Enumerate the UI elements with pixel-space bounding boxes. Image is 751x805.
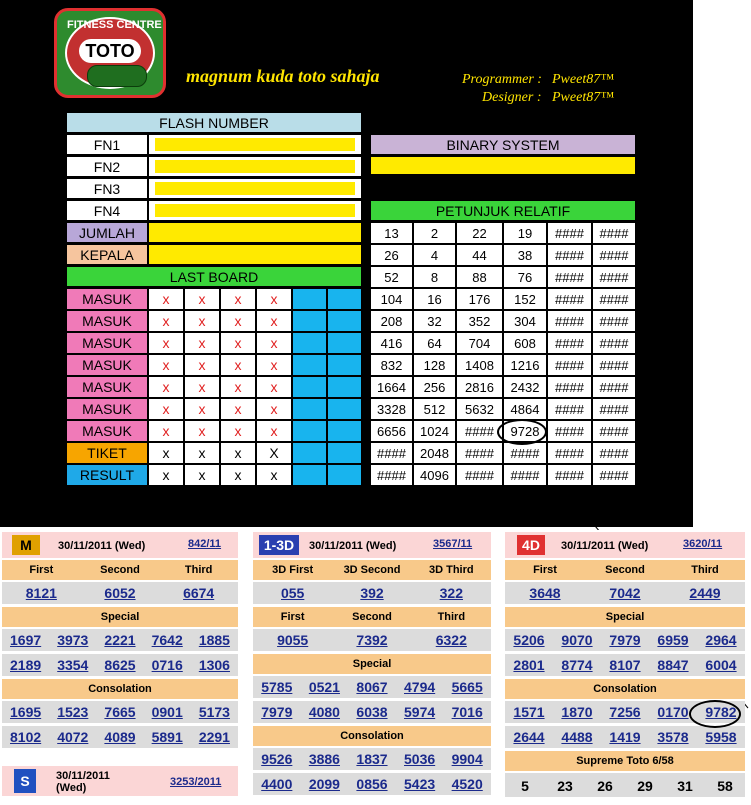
relatif-cell: #### — [592, 464, 636, 486]
special-number-link[interactable]: 5665 — [451, 679, 483, 695]
petunjuk-relatif-header: PETUNJUK RELATIF — [370, 200, 636, 221]
relatif-cell: #### — [592, 376, 636, 398]
consolation-number-link[interactable]: 0856 — [356, 776, 388, 792]
board-mark-cell[interactable]: X — [256, 442, 292, 464]
special-number-link[interactable]: 8625 — [104, 657, 136, 673]
top-prize-link[interactable]: 2449 — [689, 585, 721, 601]
special-number-link[interactable]: 3354 — [57, 657, 89, 673]
relatif-cell: 13 — [370, 222, 413, 244]
consolation-number-link[interactable]: 1419 — [609, 729, 641, 745]
special-number-link[interactable]: 4794 — [404, 679, 436, 695]
supreme-number: 5 — [521, 778, 529, 794]
special-number-link[interactable]: 2221 — [104, 632, 136, 648]
board-mark-cell[interactable]: x — [256, 288, 292, 310]
special-number-link[interactable]: 5785 — [261, 679, 293, 695]
section-label: Supreme Toto 6/58 — [576, 755, 674, 767]
relatif-cell: 352 — [456, 310, 503, 332]
special-number-link[interactable]: 8774 — [561, 657, 593, 673]
damacai-logo-icon: 1-3D — [259, 535, 299, 555]
relatif-cell: 1024 — [413, 420, 456, 442]
prize-label: Second — [100, 564, 140, 576]
board-mark-cell[interactable]: x — [256, 376, 292, 398]
magnum-date: 30/11/2011 (Wed) — [58, 540, 146, 552]
section-label: Special — [100, 611, 140, 623]
relatif-cell: #### — [456, 464, 503, 486]
top-prize-link[interactable]: 6322 — [435, 632, 467, 648]
special-number-link[interactable]: 0716 — [151, 657, 183, 673]
relatif-cell: #### — [547, 354, 592, 376]
board-mark-cell[interactable]: x — [148, 310, 184, 332]
consolation-number-link[interactable]: 5423 — [404, 776, 436, 792]
masuk-label: MASUK — [66, 332, 148, 354]
consolation-number-link[interactable]: 1837 — [356, 751, 388, 767]
consolation-number-link[interactable]: 2291 — [198, 729, 230, 745]
relatif-cell: #### — [456, 442, 503, 464]
consolation-number-link[interactable]: 7665 — [104, 704, 136, 720]
section-label: Special — [352, 658, 392, 670]
three-d-link[interactable]: 055 — [280, 585, 305, 601]
relatif-cell: 4 — [413, 244, 456, 266]
relatif-cell: #### — [547, 376, 592, 398]
tagline: magnum kuda toto sahaja — [186, 66, 380, 86]
consolation-number-link[interactable]: 0901 — [151, 704, 183, 720]
last-board-header: LAST BOARD — [66, 266, 362, 287]
prize-label: Second — [605, 564, 645, 576]
board-mark-cell[interactable]: x — [256, 332, 292, 354]
board-mark-cell[interactable]: x — [220, 332, 256, 354]
toto-date: 30/11/2011 (Wed) — [561, 540, 649, 552]
board-mark-cell[interactable]: x — [184, 310, 220, 332]
relatif-cell: 152 — [503, 288, 547, 310]
relatif-cell: 832 — [370, 354, 413, 376]
board-mark-cell[interactable]: x — [184, 420, 220, 442]
relatif-cell: 2 — [413, 222, 456, 244]
relatif-cell: #### — [547, 442, 592, 464]
relatif-cell: #### — [592, 288, 636, 310]
relatif-cell: #### — [592, 222, 636, 244]
top-prize-link[interactable]: 7042 — [609, 585, 641, 601]
prize-label: First — [533, 564, 557, 576]
board-mark-cell[interactable]: x — [256, 420, 292, 442]
relatif-cell: #### — [547, 332, 592, 354]
consolation-number-link[interactable]: 7256 — [609, 704, 641, 720]
consolation-number-link[interactable]: 8102 — [10, 729, 42, 745]
three-d-link[interactable]: 392 — [360, 585, 384, 601]
relatif-cell: #### — [547, 266, 592, 288]
masuk-label: MASUK — [66, 376, 148, 398]
consolation-number-link[interactable]: 5891 — [151, 729, 183, 745]
consolation-number-link[interactable]: 5036 — [404, 751, 436, 767]
special-number-link[interactable]: 7642 — [151, 632, 183, 648]
flash-number-header: FLASH NUMBER — [66, 112, 362, 133]
special-number-link[interactable]: 6038 — [356, 704, 388, 720]
relatif-cell: 3328 — [370, 398, 413, 420]
consolation-number-link[interactable]: 4072 — [57, 729, 89, 745]
logo-toto-text: TOTO — [79, 39, 141, 63]
fn4-label: FN4 — [66, 200, 148, 221]
relatif-cell: 4864 — [503, 398, 547, 420]
board-mark-cell[interactable]: x — [220, 354, 256, 376]
relatif-cell: #### — [547, 222, 592, 244]
supreme-number: 29 — [637, 778, 653, 794]
relatif-cell: 704 — [456, 332, 503, 354]
special-number-link[interactable]: 1885 — [198, 632, 230, 648]
relatif-cell: #### — [592, 442, 636, 464]
top-prize-link[interactable]: 6052 — [104, 585, 136, 601]
top-prize-link[interactable]: 8121 — [25, 585, 57, 601]
relatif-cell: 52 — [370, 266, 413, 288]
magnum-logo-icon: M — [12, 535, 40, 555]
prize-label: Third — [437, 611, 466, 623]
board-mark-cell[interactable]: x — [184, 376, 220, 398]
relatif-cell: 176 — [456, 288, 503, 310]
relatif-cell: 19 — [503, 222, 547, 244]
consolation-number-link[interactable]: 9904 — [451, 751, 483, 767]
relatif-cell: #### — [370, 442, 413, 464]
special-number-link[interactable]: 7979 — [609, 632, 641, 648]
relatif-cell: 6656 — [370, 420, 413, 442]
special-number-link[interactable]: 8847 — [657, 657, 689, 673]
special-number-link[interactable]: 6004 — [705, 657, 737, 673]
jumlah-label: JUMLAH — [66, 222, 148, 243]
relatif-cell: #### — [592, 354, 636, 376]
magnum-draw-link[interactable]: 842/11 — [188, 538, 222, 550]
board-mark-cell[interactable]: x — [184, 332, 220, 354]
programmer-name: Pweet87™ — [552, 72, 614, 87]
top-prize-link[interactable]: 7392 — [356, 632, 388, 648]
board-mark-cell[interactable]: x — [220, 376, 256, 398]
toto-draw-link[interactable]: 3620/11 — [683, 538, 723, 550]
prize-label: Third — [691, 564, 719, 576]
supreme-number: 23 — [557, 778, 573, 794]
board-mark-cell[interactable]: x — [256, 398, 292, 420]
damacai-date: 30/11/2011 (Wed) — [309, 540, 397, 552]
relatif-cell: 416 — [370, 332, 413, 354]
special-number-link[interactable]: 2964 — [705, 632, 737, 648]
top-prize-link[interactable]: 9055 — [277, 632, 309, 648]
relatif-cell: 304 — [503, 310, 547, 332]
board-mark-cell[interactable]: x — [256, 464, 292, 486]
special-number-link[interactable]: 4080 — [308, 704, 340, 720]
special-number-link[interactable]: 2189 — [10, 657, 42, 673]
sweep-logo-icon: S — [14, 769, 36, 793]
relatif-cell: #### — [370, 464, 413, 486]
consolation-number-link[interactable]: 2099 — [308, 776, 340, 792]
special-number-link[interactable]: 7016 — [451, 704, 483, 720]
relatif-cell: #### — [592, 244, 636, 266]
relatif-cell: 8 — [413, 266, 456, 288]
masuk-label: MASUK — [66, 354, 148, 376]
masuk-label: MASUK — [66, 288, 148, 310]
prize-label: Third — [184, 564, 213, 576]
relatif-cell: #### — [503, 442, 547, 464]
board-mark-cell[interactable]: x — [184, 464, 220, 486]
relatif-cell: 44 — [456, 244, 503, 266]
prize-label: First — [280, 611, 305, 623]
board-mark-cell[interactable]: x — [148, 332, 184, 354]
designer-name: Pweet87™ — [552, 90, 614, 105]
relatif-cell: #### — [547, 310, 592, 332]
relatif-cell: 512 — [413, 398, 456, 420]
top-prize-link[interactable]: 3648 — [529, 585, 561, 601]
designer-label: Designer : — [482, 90, 542, 105]
relatif-cell: 208 — [370, 310, 413, 332]
relatif-cell: 22 — [456, 222, 503, 244]
three-d-link[interactable]: 322 — [439, 585, 463, 601]
board-mark-cell[interactable]: x — [220, 288, 256, 310]
relatif-cell: 64 — [413, 332, 456, 354]
board-mark-cell[interactable]: x — [220, 442, 256, 464]
special-number-link[interactable]: 5974 — [404, 704, 436, 720]
toto-logo-icon: 4D — [517, 535, 545, 555]
consolation-number-link[interactable]: 1523 — [57, 704, 89, 720]
consolation-number-link[interactable]: 1695 — [10, 704, 42, 720]
relatif-cell: 1216 — [503, 354, 547, 376]
consolation-number-link[interactable]: 4488 — [561, 729, 593, 745]
board-mark-cell[interactable]: x — [184, 398, 220, 420]
relatif-cell: #### — [547, 244, 592, 266]
relatif-cell: 2048 — [413, 442, 456, 464]
board-mark-cell[interactable]: x — [184, 354, 220, 376]
binary-system-header: BINARY SYSTEM — [370, 134, 636, 155]
consolation-number-link[interactable]: 4400 — [261, 776, 293, 792]
relatif-cell: 4096 — [413, 464, 456, 486]
board-mark-cell[interactable]: x — [148, 354, 184, 376]
board-mark-cell[interactable]: x — [148, 464, 184, 486]
masuk-label: MASUK — [66, 310, 148, 332]
consolation-number-link[interactable]: 4520 — [451, 776, 483, 792]
relatif-cell: #### — [592, 332, 636, 354]
prize-label: First — [29, 564, 54, 576]
consolation-number-link[interactable]: 2644 — [513, 729, 545, 745]
relatif-cell: 2816 — [456, 376, 503, 398]
relatif-cell: 256 — [413, 376, 456, 398]
relatif-cell: 1408 — [456, 354, 503, 376]
special-number-link[interactable]: 2801 — [513, 657, 545, 673]
section-label: Consolation — [88, 683, 152, 695]
relatif-cell: 88 — [456, 266, 503, 288]
consolation-number-link[interactable]: 5173 — [198, 704, 230, 720]
result-label: RESULT — [66, 464, 148, 486]
relatif-cell: #### — [456, 420, 503, 442]
consolation-number-link[interactable]: 4089 — [104, 729, 136, 745]
consolation-number-link[interactable]: 1571 — [513, 704, 545, 720]
relatif-cell: 26 — [370, 244, 413, 266]
board-mark-cell[interactable]: x — [148, 442, 184, 464]
board-mark-cell[interactable]: x — [220, 420, 256, 442]
relatif-cell: 1664 — [370, 376, 413, 398]
prize-label: 3D Second — [343, 564, 401, 576]
special-number-link[interactable]: 1697 — [10, 632, 42, 648]
relatif-cell: #### — [547, 464, 592, 486]
prize-label: 3D Third — [429, 564, 474, 576]
consolation-number-link[interactable]: 3886 — [308, 751, 340, 767]
board-mark-cell[interactable]: x — [220, 464, 256, 486]
section-label: Consolation — [593, 683, 657, 695]
prize-label: Second — [352, 611, 392, 623]
special-number-link[interactable]: 8067 — [356, 679, 388, 695]
relatif-cell: #### — [592, 266, 636, 288]
special-number-link[interactable]: 6959 — [657, 632, 689, 648]
special-number-link[interactable]: 8107 — [609, 657, 641, 673]
fn2-label: FN2 — [66, 156, 148, 177]
section-label: Consolation — [340, 730, 404, 742]
relatif-cell: 76 — [503, 266, 547, 288]
supreme-number: 31 — [677, 778, 693, 794]
special-number-link[interactable]: 1306 — [198, 657, 230, 673]
relatif-cell: #### — [592, 310, 636, 332]
special-number-link[interactable]: 7979 — [261, 704, 293, 720]
special-number-link[interactable]: 0521 — [308, 679, 340, 695]
damacai-draw-link[interactable]: 3567/11 — [433, 538, 473, 550]
relatif-cell: #### — [592, 420, 636, 442]
logo-arc-text: FITNESS CENTRE — [67, 19, 162, 31]
masuk-label: MASUK — [66, 420, 148, 442]
special-number-link[interactable]: 9070 — [561, 632, 593, 648]
consolation-number-link[interactable]: 9782 — [705, 704, 737, 720]
tiket-label: TIKET — [66, 442, 148, 464]
supreme-number: 26 — [597, 778, 613, 794]
highlight-circle-9782 — [689, 700, 741, 728]
consolation-number-link[interactable]: 1870 — [561, 704, 593, 720]
consolation-number-link[interactable]: 3578 — [657, 729, 689, 745]
relatif-cell: #### — [503, 464, 547, 486]
prize-label: 3D First — [272, 564, 314, 576]
board-mark-cell[interactable]: x — [220, 398, 256, 420]
board-mark-cell[interactable]: x — [256, 354, 292, 376]
consolation-number-link[interactable]: 0170 — [657, 704, 689, 720]
relatif-cell: #### — [592, 398, 636, 420]
board-mark-cell[interactable]: x — [184, 288, 220, 310]
relatif-cell: 38 — [503, 244, 547, 266]
relatif-cell: 9728 — [503, 420, 547, 442]
board-mark-cell[interactable]: x — [256, 310, 292, 332]
relatif-cell: 104 — [370, 288, 413, 310]
board-mark-cell[interactable]: x — [220, 310, 256, 332]
board-mark-cell[interactable]: x — [148, 288, 184, 310]
board-mark-cell[interactable]: x — [184, 442, 220, 464]
relatif-cell: 5632 — [456, 398, 503, 420]
programmer-label: Programmer : — [462, 72, 542, 87]
relatif-cell: #### — [547, 398, 592, 420]
kepala-label: KEPALA — [66, 244, 148, 265]
sweep-date: 30/11/2011 (Wed) — [56, 770, 110, 794]
relatif-cell: 608 — [503, 332, 547, 354]
fn1-label: FN1 — [66, 134, 148, 155]
relatif-cell: 32 — [413, 310, 456, 332]
consolation-number-link[interactable]: 5958 — [705, 729, 737, 745]
fn3-label: FN3 — [66, 178, 148, 199]
relatif-cell: 128 — [413, 354, 456, 376]
board-mark-cell[interactable]: x — [148, 376, 184, 398]
relatif-cell: #### — [547, 288, 592, 310]
relatif-cell: 16 — [413, 288, 456, 310]
board-mark-cell[interactable]: x — [148, 398, 184, 420]
supreme-number: 58 — [717, 778, 733, 794]
top-prize-link[interactable]: 6674 — [183, 585, 215, 601]
section-label: Special — [605, 611, 645, 623]
special-number-link[interactable]: 3973 — [57, 632, 89, 648]
masuk-label: MASUK — [66, 398, 148, 420]
special-number-link[interactable]: 5206 — [513, 632, 545, 648]
sweep-draw-link[interactable]: 3253/2011 — [170, 776, 222, 788]
board-mark-cell[interactable]: x — [148, 420, 184, 442]
consolation-number-link[interactable]: 9526 — [261, 751, 293, 767]
relatif-cell: 2432 — [503, 376, 547, 398]
relatif-cell: #### — [547, 420, 592, 442]
